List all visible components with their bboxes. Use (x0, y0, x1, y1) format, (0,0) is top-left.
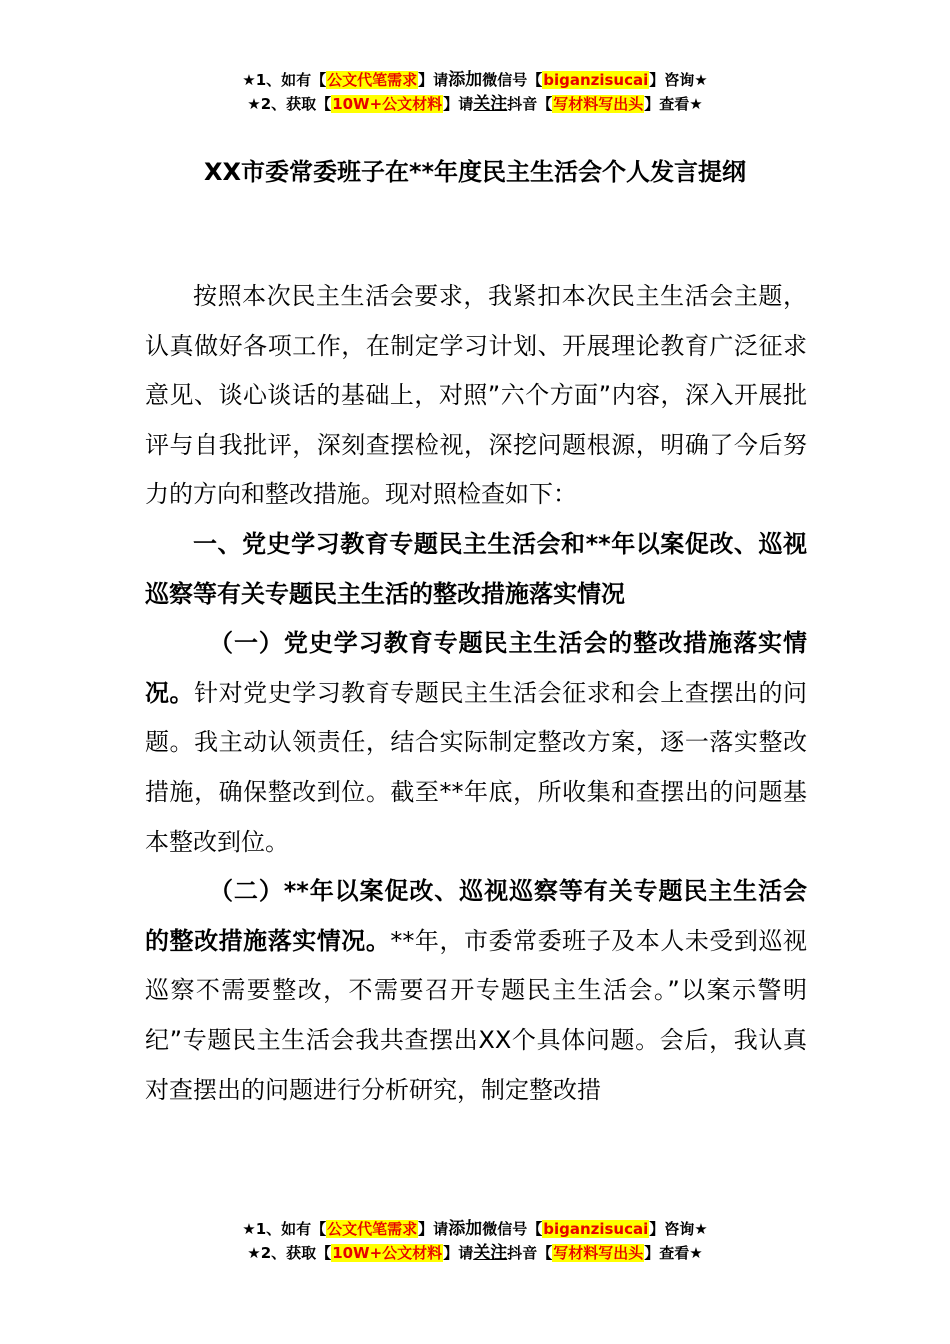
banner-text: 】咨询★ (649, 1220, 708, 1238)
subsection-1-heading: （一）党史学习教育专题民主生活会的整改措施落实情况。 (145, 629, 807, 707)
banner-text: 】查看★ (644, 1244, 703, 1262)
banner-line-2 (0, 1241, 950, 1265)
document-title: XX市委常委班子在**年度民主生活会个人发言提纲 (203, 158, 747, 186)
subsection-2-heading: （二）**年以案促改、巡视巡察等有关专题民主生活会的整改措施落实情况。 (145, 877, 807, 955)
banner-highlight: 10W+公文材料 (332, 95, 443, 113)
banner-text: ★2、获取【 (247, 1244, 332, 1262)
document-body (145, 272, 807, 1115)
header-banner (0, 68, 950, 116)
banner-text: 】请 (418, 71, 449, 89)
banner-highlight: 公文代笔需求 (327, 1220, 418, 1238)
footer-banner (0, 1217, 950, 1265)
subsection-1-text: 针对党史学习教育专题民主生活会征求和会上查摆出的问题。我主动认领责任，结合实际制定整改方案，逐一落实整改措施，确保整改到位。截至**年底，所收集和查摆出的问题基本整改到位。 (145, 678, 807, 856)
banner-text: 微信号【 (482, 1220, 543, 1238)
banner-emphasis: 添加 (448, 70, 483, 90)
banner-wechat-id: biganzisucai (543, 1220, 649, 1238)
banner-line-2 (0, 92, 950, 116)
subsection-2-text: **年，市委常委班子及本人未受到巡视巡察不需要整改，不需要召开专题民主生活会。”以案示警明纪”专题民主生活会我共查摆出XX个具体问题。会后，我认真对查摆出的问题进行分析研究，制定整改措 (145, 926, 808, 1104)
banner-emphasis: 关注 (473, 1243, 508, 1263)
banner-text: 】咨询★ (649, 71, 708, 89)
banner-highlight: 写材料写出头 (553, 95, 644, 113)
banner-wechat-id: biganzisucai (543, 71, 649, 89)
banner-text: ★1、如有【 (242, 71, 327, 89)
banner-highlight: 10W+公文材料 (332, 1244, 443, 1262)
intro-paragraph: 按照本次民主生活会要求，我紧扣本次民主生活会主题，认真做好各项工作，在制定学习计划、开展理论教育广泛征求意见、谈心谈话的基础上，对照”六个方面”内容，深入开展批评与自我批评，深刻查摆检视，深挖问题根源，明确了今后努力的方向和整改措施。现对照检查如下： (145, 282, 807, 509)
banner-line-1 (0, 1217, 950, 1241)
banner-text: 】请 (418, 1220, 449, 1238)
banner-text: 抖音【 (507, 95, 553, 113)
banner-highlight: 公文代笔需求 (327, 71, 418, 89)
banner-text: 】请 (443, 1244, 474, 1262)
subsection-1 (145, 619, 807, 867)
banner-emphasis: 添加 (448, 1219, 483, 1239)
subsection-2 (145, 867, 807, 1115)
banner-text: 】查看★ (644, 95, 703, 113)
banner-emphasis: 关注 (473, 94, 508, 114)
banner-text: 】请 (443, 95, 474, 113)
banner-text: ★1、如有【 (242, 1220, 327, 1238)
banner-text: ★2、获取【 (247, 95, 332, 113)
banner-line-1 (0, 68, 950, 92)
banner-text: 微信号【 (482, 71, 543, 89)
section-heading-1: 一、党史学习教育专题民主生活会和**年以案促改、巡视巡察等有关专题民主生活的整改措施落实情况 (145, 529, 807, 608)
banner-text: 抖音【 (507, 1244, 553, 1262)
banner-highlight: 写材料写出头 (553, 1244, 644, 1262)
